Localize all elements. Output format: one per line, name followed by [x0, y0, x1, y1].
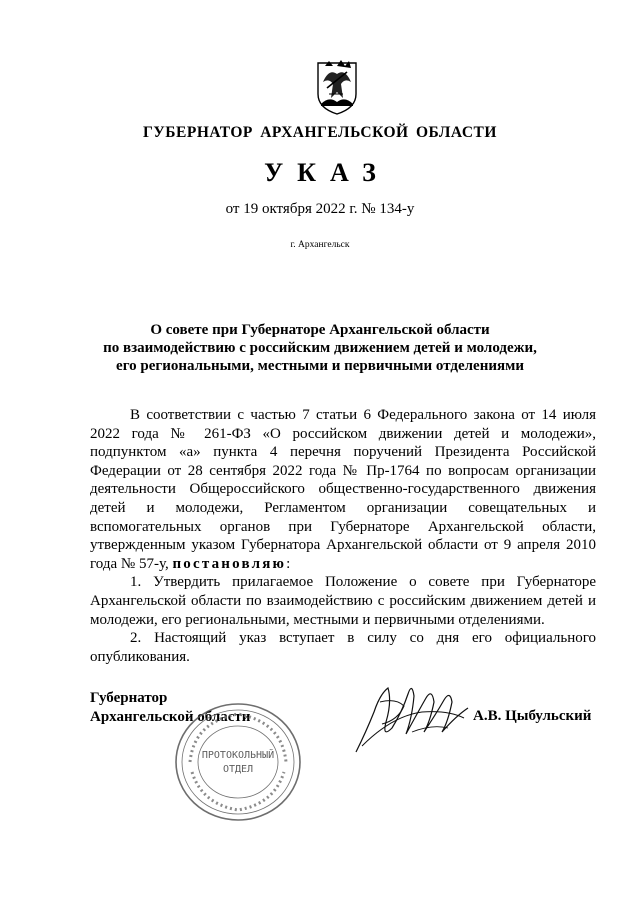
signatory-title-line-1: Губернатор: [90, 690, 168, 706]
document-city: г. Архангельск: [290, 240, 350, 250]
subject-line-3: его региональными, местными и первичными отделениями: [116, 358, 524, 374]
issuing-authority: ГУБЕРНАТОР АРХАНГЕЛЬСКОЙ ОБЛАСТИ: [143, 124, 497, 141]
document-type-title: УКАЗ: [264, 158, 390, 187]
preamble-paragraph: [90, 406, 596, 573]
preamble-text: В соответствии с частью 7 статьи 6 Федерального закона от 14 июля 2022 года № 261-ФЗ «О российском движении детей и молодежи», подпунктом «а» пункта 4 перечня поручений Президента Российской Федерации от 28 сентября 2022 года № Пр-1764 по вопросам организации деятельности Общероссийского общественно-государственного движения детей и молодежи, Регламентом организации совещательных и вспомогательных органов при Губернаторе Архангельской области, утвержденным указом Губернатора Архангельской области от 9 апреля 2010 года № 57-у,: [90, 407, 596, 572]
subject-line-2: по взаимодействию с российским движением детей и молодежи,: [103, 340, 537, 356]
decree-colon: :: [286, 555, 291, 572]
stamp-inner-line-1: ПРОТОКОЛЬНЫЙ: [201, 750, 275, 761]
decree-item-1: 1. Утвердить прилагаемое Положение о совете при Губернаторе Архангельской области по взаимодействию с российским движением детей и молодежи, его региональными, местными и первичными отделениями.: [90, 574, 596, 628]
subject-line-1: О совете при Губернаторе Архангельской области: [150, 322, 490, 338]
document-subject: [0, 321, 640, 375]
document-date-number: от 19 октября 2022 г. № 134-у: [225, 201, 415, 217]
signatory-name: А.В. Цыбульский: [473, 708, 592, 724]
signatory-title-line-2: Архангельской области: [90, 709, 251, 725]
decree-item-2: 2. Настоящий указ вступает в силу со дня его официального опубликования.: [90, 630, 596, 665]
stamp-inner-line-2: ОТДЕЛ: [222, 764, 254, 775]
official-stamp: [172, 700, 304, 824]
handwritten-signature: [352, 672, 472, 760]
decree-keyword: постановляю: [172, 555, 287, 572]
coat-of-arms-emblem: [313, 58, 361, 116]
document-body: [90, 406, 596, 666]
